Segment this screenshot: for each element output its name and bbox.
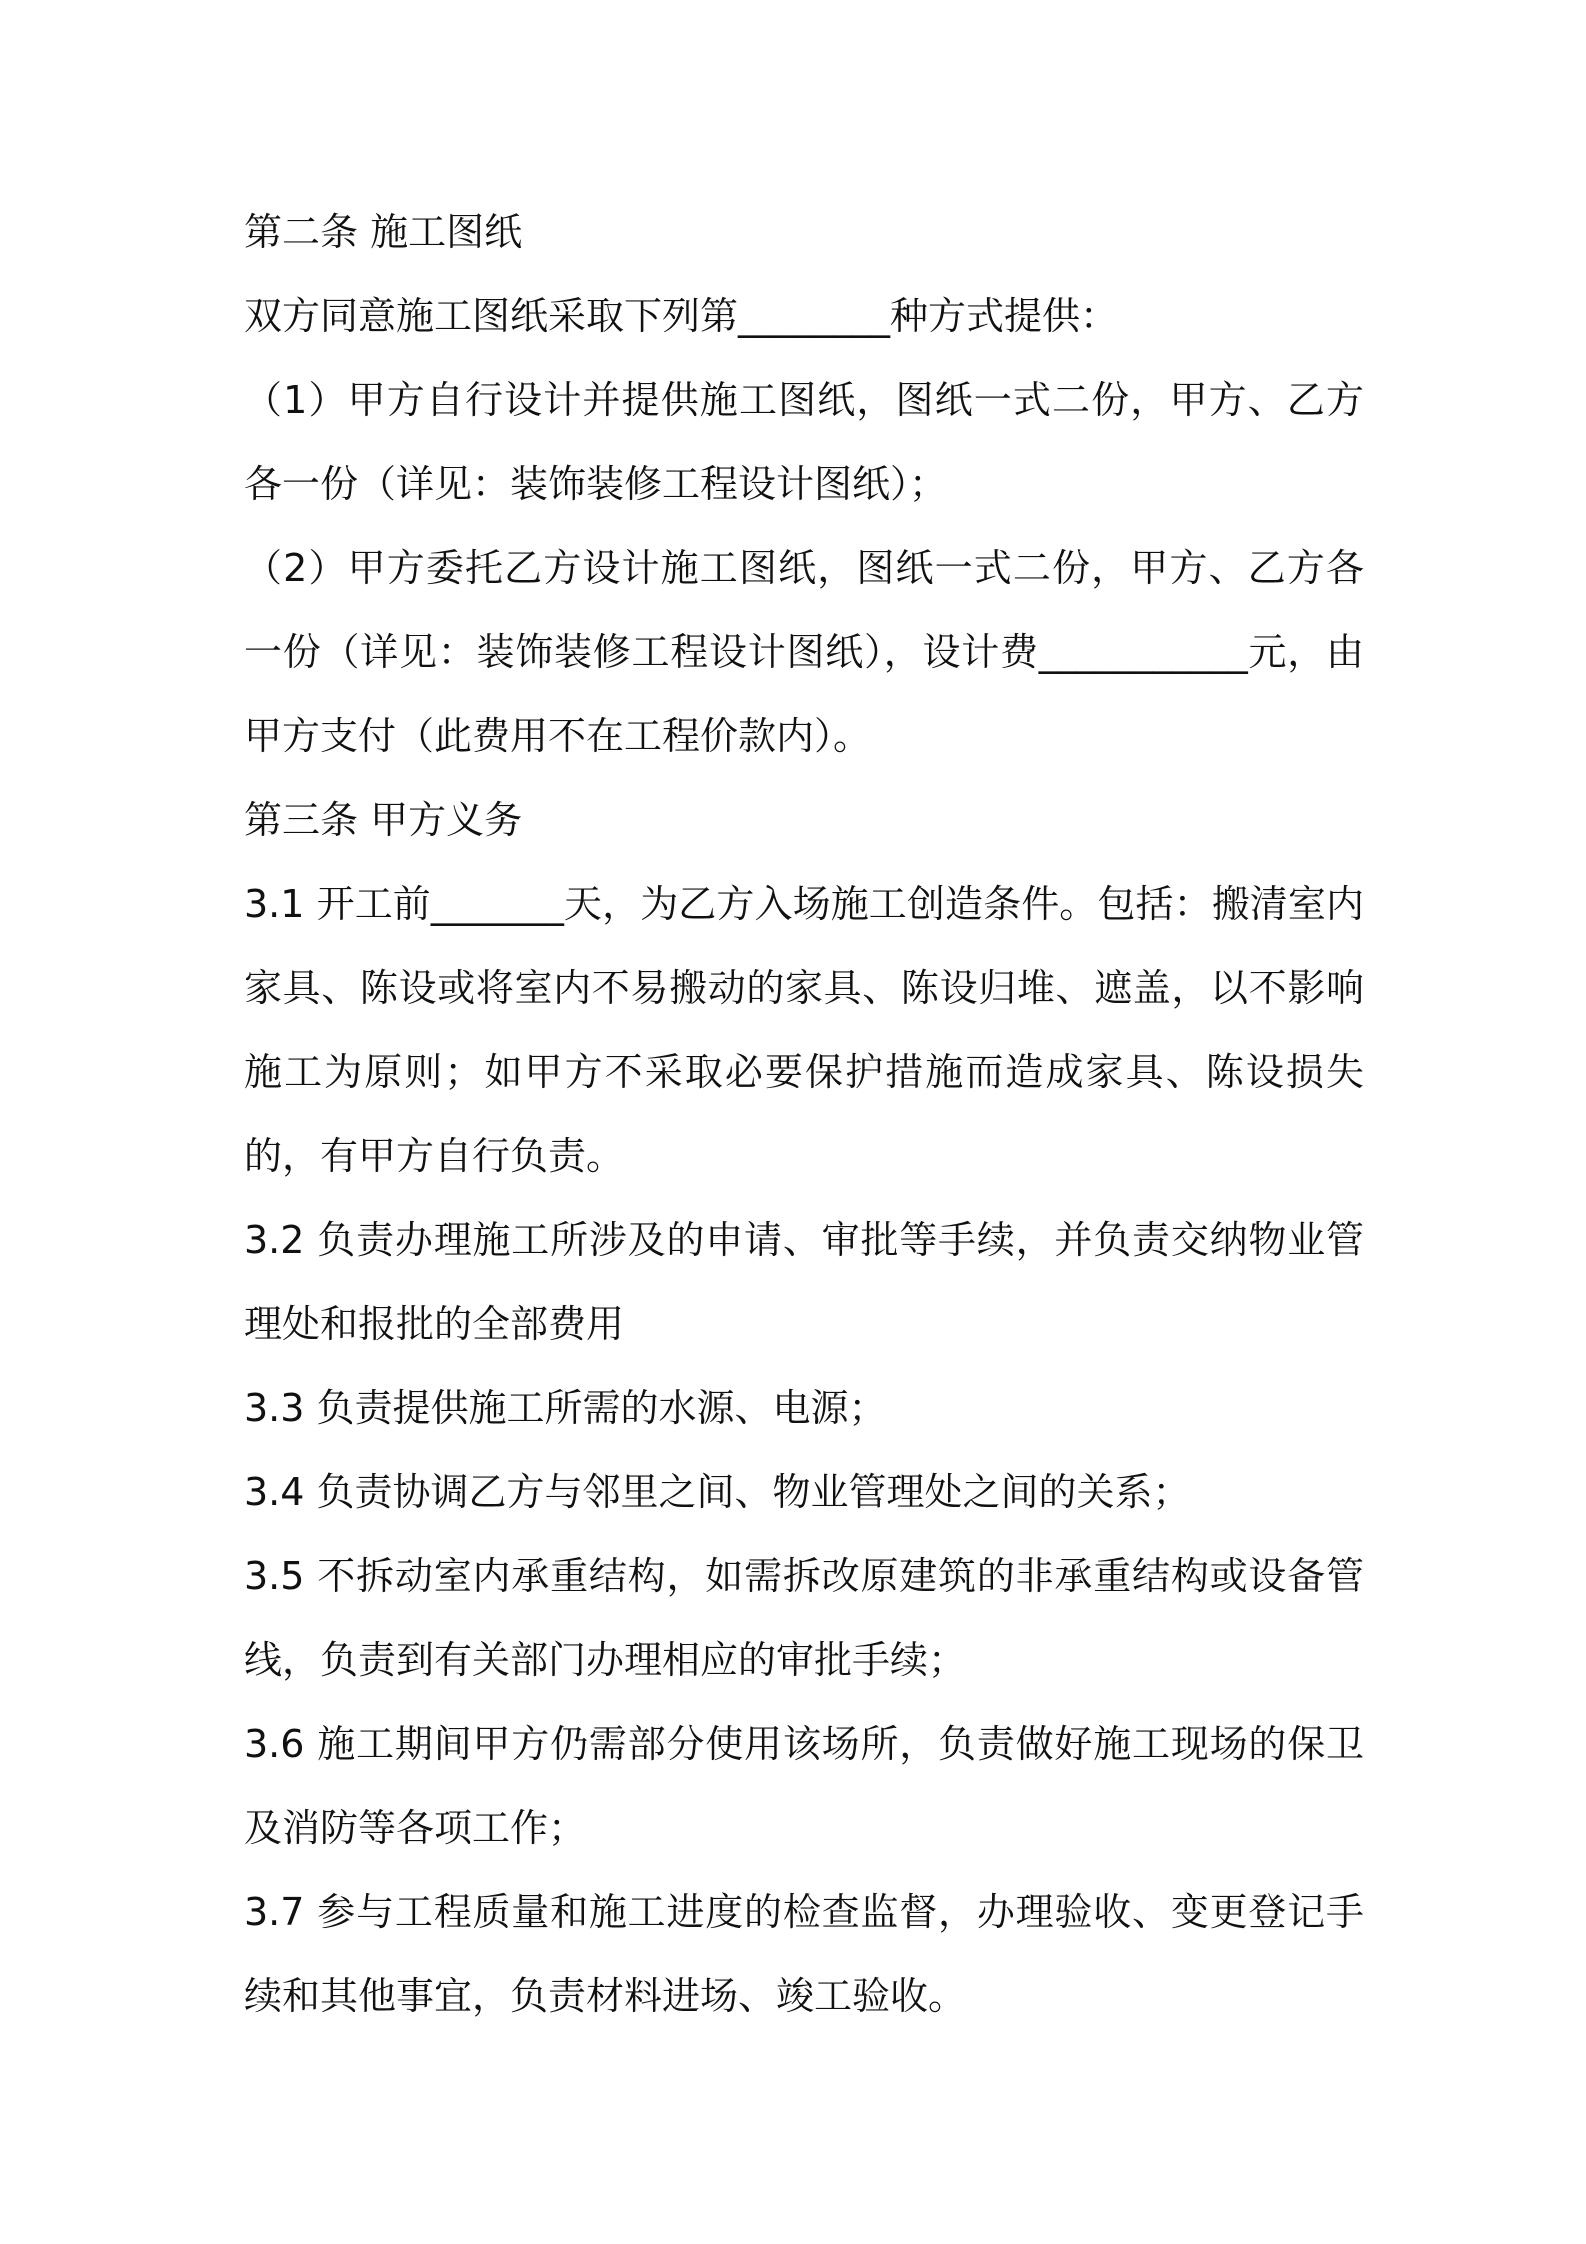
clause-3-1: 3.1 开工前_______天，为乙方入场施工创造条件。包括：搬清室内家具、陈设或将室内不易搬动的家具、陈设归堆、遮盖，以不影响施工为原则；如甲方不采取必要保护措施而造成家具、陈设损失的，有甲方自行负责。	[244, 882, 1364, 1178]
clause-3-5: 3.5 不拆动室内承重结构，如需拆改原建筑的非承重结构或设备管线，负责到有关部门办理相应的审批手续；	[244, 1554, 1364, 1682]
clause-3-2: 3.2 负责办理施工所涉及的申请、审批等手续，并负责交纳物业管理处和报批的全部费用	[244, 1218, 1364, 1346]
article-3-heading: 第三条 甲方义务	[244, 798, 523, 842]
article-2-option-1: （1）甲方自行设计并提供施工图纸，图纸一式二份，甲方、乙方各一份（详见：装饰装修工程设计图纸）；	[244, 378, 1364, 506]
clause-3-7: 3.7 参与工程质量和施工进度的检查监督，办理验收、变更登记手续和其他事宜，负责材料进场、竣工验收。	[244, 1890, 1364, 2018]
article-2-option-2: （2）甲方委托乙方设计施工图纸，图纸一式二份，甲方、乙方各一份（详见：装饰装修工程设计图纸），设计费___________元，由甲方支付（此费用不在工程价款内）。	[244, 546, 1364, 758]
document-body	[244, 190, 1364, 2038]
clause-3-3: 3.3 负责提供施工所需的水源、电源；	[244, 1386, 887, 1430]
clause-3-4: 3.4 负责协调乙方与邻里之间、物业管理处之间的关系；	[244, 1470, 1191, 1514]
article-2-intro: 双方同意施工图纸采取下列第________种方式提供：	[244, 294, 1119, 338]
article-2-heading: 第二条 施工图纸	[244, 210, 523, 254]
clause-3-6: 3.6 施工期间甲方仍需部分使用该场所，负责做好施工现场的保卫及消防等各项工作；	[244, 1722, 1364, 1850]
